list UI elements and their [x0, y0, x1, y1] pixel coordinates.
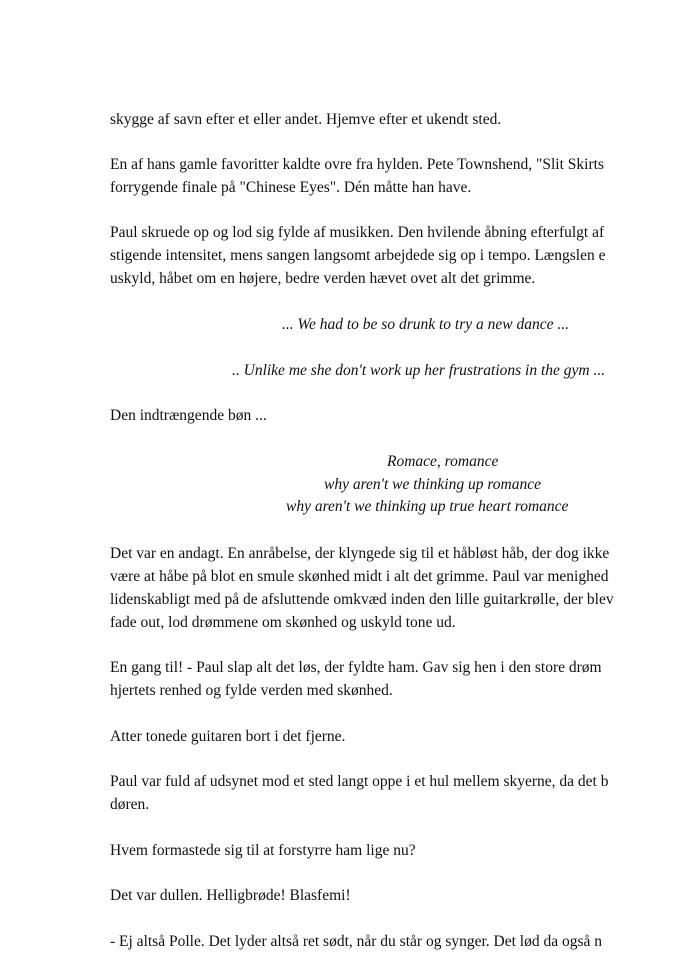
text-line: Paul skruede op og lod sig fylde af musikken. Den hvilende åbning efterfulgt af — [110, 224, 605, 241]
text-line: Den indtrængende bøn ... — [110, 407, 267, 424]
text-line: døren. — [110, 796, 150, 813]
text-line: være at håbe på blot en smule skønhed midt i alt det grimme. Paul var menighed — [110, 568, 609, 585]
text-line: fade out, lod drømmene om skønhed og uskyld tone ud. — [110, 614, 456, 631]
text-line: Atter tonede guitaren bort i det fjerne. — [110, 728, 346, 745]
text-line: - Ej altså Polle. Det lyder altså ret sødt, når du står og synger. Det lød da også n — [110, 933, 603, 950]
lyric-line: .. Unlike me she don't work up her frustrations in the gym ... — [232, 362, 606, 379]
lyric-line: why aren't we thinking up true heart romance — [286, 498, 569, 515]
text-line: En gang til! - Paul slap alt det løs, der fyldte ham. Gav sig hen i den store drøm — [110, 659, 602, 676]
text-line: En af hans gamle favoritter kaldte ovre fra hylden. Pete Townshend, "Slit Skirts — [110, 156, 604, 173]
text-line: Det var dullen. Helligbrøde! Blasfemi! — [110, 887, 351, 904]
lyric-line: ... We had to be so drunk to try a new dance ... — [282, 316, 569, 333]
text-line: stigende intensitet, mens sangen langsomt arbejdede sig op i tempo. Længslen e — [110, 247, 606, 264]
text-line: Hvem formastede sig til at forstyrre ham lige nu? — [110, 842, 416, 859]
text-line: lidenskabligt med på de afsluttende omkvæd inden den lille guitarkrølle, der blev — [110, 591, 614, 608]
text-line: hjertets renhed og fylde verden med skønhed. — [110, 682, 393, 699]
text-line: Paul var fuld af udsynet mod et sted langt oppe i et hul mellem skyerne, da det b — [110, 773, 609, 790]
text-line: Det var en andagt. En anråbelse, der klyngede sig til et håbløst håb, der dog ikke — [110, 545, 610, 562]
text-line: forrygende finale på "Chinese Eyes". Dén måtte han have. — [110, 179, 472, 196]
text-line: skygge af savn efter et eller andet. Hjemve efter et ukendt sted. — [110, 111, 502, 128]
lyric-line: why aren't we thinking up romance — [324, 476, 541, 493]
text-line: uskyld, håbet om en højere, bedre verden hævet ovet alt det grimme. — [110, 270, 536, 287]
lyric-line: Romace, romance — [387, 453, 499, 470]
